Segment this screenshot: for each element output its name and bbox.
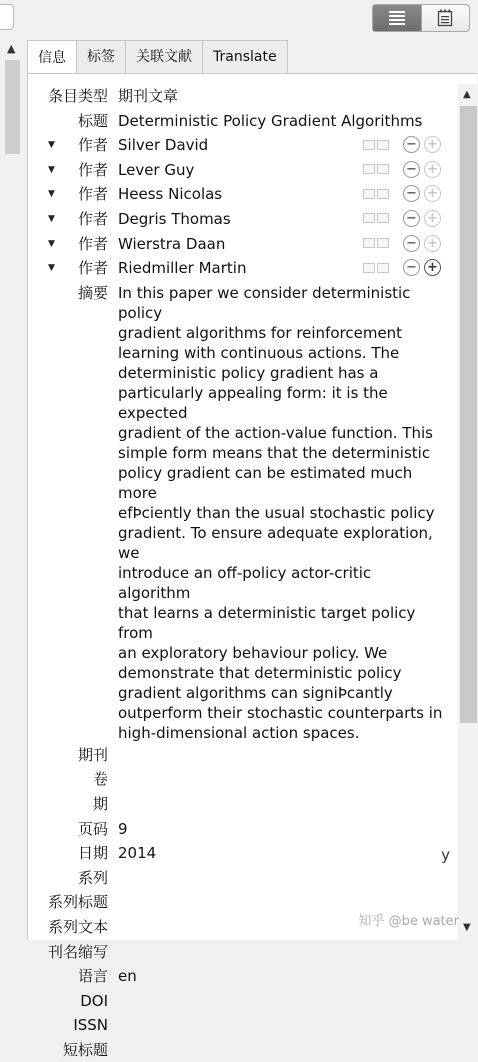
field-row-volume (28, 767, 458, 792)
field-label[interactable]: 作者 (77, 234, 108, 253)
field-row-publication (28, 743, 458, 768)
notes-view-button[interactable] (421, 5, 469, 31)
issue-value[interactable] (118, 792, 458, 817)
plus-circle-icon[interactable]: + (424, 185, 441, 202)
field-row-language (28, 964, 458, 989)
title-value[interactable]: Deterministic Policy Gradient Algorithms (118, 111, 423, 130)
list-view-button[interactable] (373, 5, 421, 31)
minus-circle-icon[interactable]: − (403, 185, 420, 202)
chevron-down-icon[interactable]: ▼ (463, 922, 471, 933)
date-value[interactable]: 2014 (118, 844, 157, 863)
minus-circle-icon[interactable]: − (403, 210, 420, 227)
field-label: 标题 (77, 111, 108, 130)
plus-circle-icon[interactable]: + (424, 259, 441, 276)
issn-value[interactable] (118, 1013, 458, 1038)
switch-name-mode-icon[interactable] (363, 189, 389, 201)
field-label: 卷 (92, 770, 108, 789)
field-label: 短标题 (62, 1040, 108, 1059)
creator-name[interactable]: Riedmiller Martin (118, 259, 247, 278)
creator-controls (363, 235, 445, 252)
field-label: 期刊 (77, 745, 108, 764)
tab-label: Translate (213, 49, 277, 65)
field-label: 期 (92, 794, 108, 813)
chevron-up-icon[interactable]: ▲ (463, 89, 471, 100)
field-label[interactable]: 作者 (77, 136, 108, 155)
view-toggle (372, 4, 470, 32)
tab-label: 标签 (87, 49, 115, 65)
creator-name[interactable]: Wierstra Daan (118, 234, 226, 253)
field-label: ISSN (73, 1016, 108, 1035)
field-label: 刊名缩写 (47, 942, 108, 961)
toolbar-left-button[interactable] (0, 4, 14, 30)
creator-controls (363, 161, 445, 178)
tab-tags[interactable] (76, 40, 126, 73)
switch-name-mode-icon[interactable] (363, 238, 389, 250)
tab-related[interactable] (125, 40, 203, 73)
list-view-icon (388, 10, 406, 26)
top-toolbar (0, 0, 477, 38)
disclosure-triangle-icon[interactable]: ▼ (48, 263, 55, 274)
abstract-value[interactable]: In this paper we consider deterministic policy gradient algorithms for reinforcement learning with continuous actions. The deterministic policy gradient has a particularly appealing form: it is the expected gradient of the action-value function. This simple form means that the deterministic policy gradient can be estimated much more efÞciently than the usual stochastic policy gradient. To ensure adequate exploration, we introduce an off-policy actor-critic algorithm that learns a deterministic target policy from an exploratory behaviour policy. We demonstrate that deterministic policy gradient algorithms can signiÞcantly outperform their stochastic counterparts in high-dimensional action spaces. (118, 283, 443, 742)
tab-info[interactable] (27, 40, 77, 74)
creator-name[interactable]: Silver David (118, 136, 209, 155)
minus-circle-icon[interactable]: − (403, 136, 420, 153)
creator-controls (363, 185, 445, 202)
disclosure-triangle-icon[interactable]: ▼ (48, 238, 55, 249)
journal-abbr-value[interactable] (118, 940, 458, 965)
tab-label: 关联文献 (136, 49, 192, 65)
creator-row (28, 256, 458, 281)
creator-row (28, 158, 458, 183)
plus-circle-icon[interactable]: + (424, 136, 441, 153)
field-label: 系列标题 (47, 893, 108, 912)
field-row-date (28, 841, 458, 866)
switch-name-mode-icon[interactable] (363, 263, 389, 275)
field-label: 页码 (77, 819, 108, 838)
language-value[interactable]: en (118, 967, 137, 986)
info-panel (27, 73, 477, 1059)
plus-circle-icon[interactable]: + (424, 161, 441, 178)
minus-circle-icon[interactable]: − (403, 161, 420, 178)
field-label: 日期 (77, 844, 108, 863)
plus-circle-icon[interactable]: + (424, 235, 441, 252)
disclosure-triangle-icon[interactable]: ▼ (48, 189, 55, 200)
field-row-journal-abbr (28, 940, 458, 965)
plus-circle-icon[interactable]: + (424, 210, 441, 227)
field-label: 摘要 (77, 283, 108, 302)
disclosure-triangle-icon[interactable]: ▼ (48, 164, 55, 175)
creator-controls (363, 210, 445, 227)
tab-label: 信息 (38, 49, 66, 66)
field-label: 条目类型 (47, 87, 108, 105)
field-label: 语言 (77, 967, 108, 986)
creator-row (28, 207, 458, 232)
field-label: DOI (80, 991, 108, 1010)
disclosure-triangle-icon[interactable]: ▼ (48, 213, 55, 224)
outer-scrollbar-thumb[interactable] (5, 60, 20, 154)
date-format-indicator: y (441, 846, 450, 865)
creator-name[interactable]: Degris Thomas (118, 209, 231, 228)
switch-name-mode-icon[interactable] (363, 164, 389, 176)
field-row-title (28, 109, 458, 134)
creator-row (28, 182, 458, 207)
pages-value[interactable]: 9 (118, 819, 128, 838)
field-row-abstract (28, 281, 458, 743)
field-label: 系列文本 (47, 917, 108, 936)
inner-scrollbar-thumb[interactable] (460, 106, 477, 723)
switch-name-mode-icon[interactable] (363, 213, 389, 225)
field-row-doi (28, 989, 458, 1014)
creator-controls (363, 136, 445, 153)
field-row-issn (28, 1013, 458, 1038)
field-label[interactable]: 作者 (77, 185, 108, 204)
field-row-short-title (28, 1038, 458, 1062)
item-pane-tabs (27, 40, 287, 74)
field-label[interactable]: 作者 (77, 160, 108, 179)
minus-circle-icon[interactable]: − (403, 235, 420, 252)
field-row-pages (28, 817, 458, 842)
creator-row (28, 232, 458, 257)
outer-scrollbar[interactable] (0, 38, 24, 940)
watermark: 知乎 @be water (358, 914, 459, 929)
creator-row (28, 133, 458, 158)
creator-name[interactable]: Lever Guy (118, 160, 195, 179)
tab-translate[interactable] (202, 40, 288, 73)
minus-circle-icon[interactable]: − (403, 259, 420, 276)
switch-name-mode-icon[interactable] (363, 140, 389, 152)
field-label[interactable]: 作者 (77, 259, 108, 278)
series-value[interactable] (118, 866, 458, 891)
item-type-value[interactable]: 期刊文章 (118, 87, 179, 105)
notes-view-icon (437, 9, 453, 27)
doi-value[interactable] (118, 989, 458, 1014)
disclosure-triangle-icon[interactable]: ▼ (48, 140, 55, 151)
field-row-issue (28, 792, 458, 817)
short-title-value[interactable] (118, 1038, 458, 1062)
creator-name[interactable]: Heess Nicolas (118, 185, 223, 204)
chevron-up-icon[interactable]: ▲ (7, 42, 16, 55)
inner-scrollbar[interactable] (458, 84, 478, 941)
publication-value[interactable] (118, 743, 458, 768)
field-label: 系列 (77, 868, 108, 887)
field-row-item-type (28, 84, 458, 109)
field-label[interactable]: 作者 (77, 209, 108, 228)
creator-controls (363, 259, 445, 276)
volume-value[interactable] (118, 767, 458, 792)
field-row-series (28, 866, 458, 891)
